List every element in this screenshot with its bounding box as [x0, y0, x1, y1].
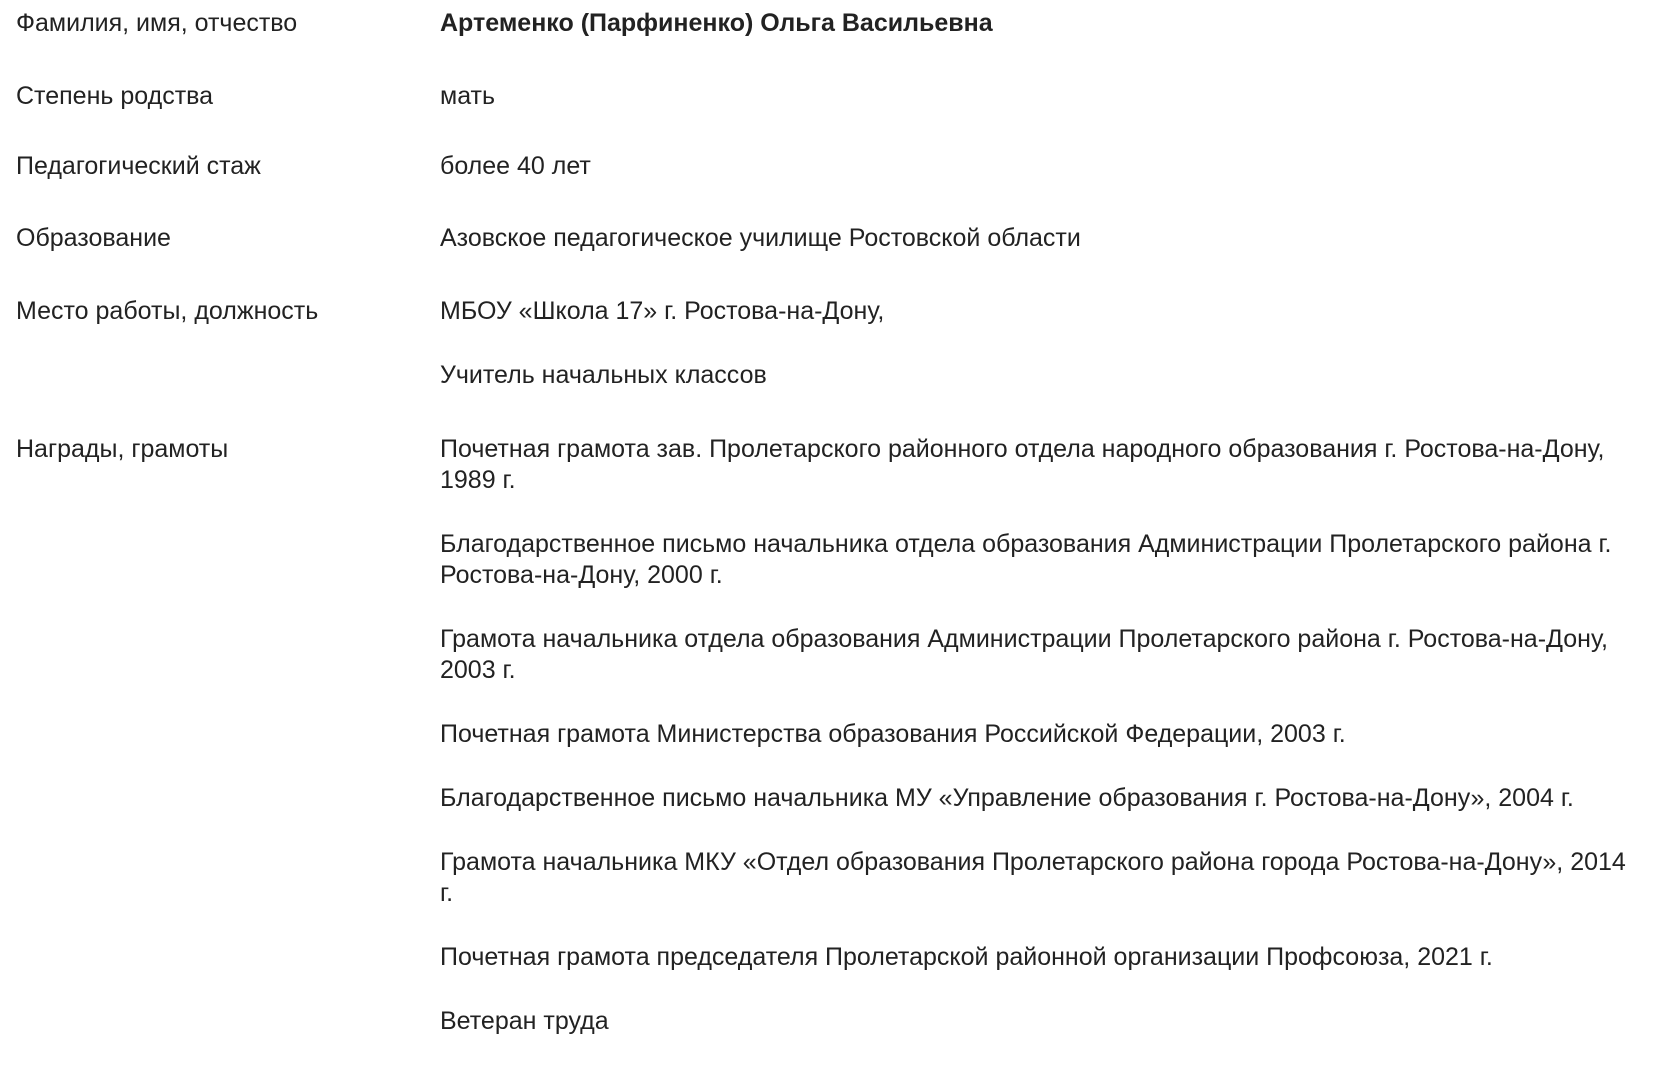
workplace-text: МБОУ «Школа 17» г. Ростова-на-Дону,	[440, 297, 885, 325]
full-name-text: Артеменко (Парфиненко) Ольга Васильевна	[440, 9, 993, 37]
value-teaching-experience	[440, 151, 1640, 182]
award-item: Грамота начальника отдела образования Администрации Пролетарского района г. Ростова-на-Дону, 2003 г.	[440, 625, 1608, 684]
teaching-experience-text: более 40 лет	[440, 152, 591, 180]
relation-text: мать	[440, 82, 496, 110]
award-item: Грамота начальника МКУ «Отдел образования Пролетарского района города Ростова-на-Дону», 2014 г.	[440, 848, 1626, 907]
label-teaching-experience: Педагогический стаж	[16, 152, 261, 180]
award-item: Благодарственное письмо начальника МУ «Управление образования г. Ростова-на-Дону», 2004 г.	[440, 784, 1574, 812]
value-awards	[440, 434, 1640, 1037]
label-full-name: Фамилия, имя, отчество	[16, 9, 298, 37]
value-education	[440, 223, 1640, 254]
label-workplace: Место работы, должность	[16, 297, 319, 325]
award-item: Почетная грамота зав. Пролетарского районного отдела народного образования г. Ростова-на-Дону, 1989 г.	[440, 435, 1605, 494]
position-text: Учитель начальных классов	[440, 361, 767, 389]
label-education: Образование	[16, 224, 171, 252]
education-text: Азовское педагогическое училище Ростовской области	[440, 224, 1081, 252]
value-workplace	[440, 296, 1640, 391]
award-item: Благодарственное письмо начальника отдела образования Администрации Пролетарского района г. Ростова-на-Дону, 2000 г.	[440, 530, 1612, 589]
award-item: Почетная грамота Министерства образования Российской Федерации, 2003 г.	[440, 720, 1346, 748]
label-awards: Награды, грамоты	[16, 435, 229, 463]
award-item: Ветеран труда	[440, 1007, 609, 1035]
value-relation	[440, 81, 1640, 112]
award-item: Почетная грамота председателя Пролетарской районной организации Профсоюза, 2021 г.	[440, 943, 1493, 971]
value-full-name	[440, 8, 1640, 39]
label-relation: Степень родства	[16, 82, 214, 110]
